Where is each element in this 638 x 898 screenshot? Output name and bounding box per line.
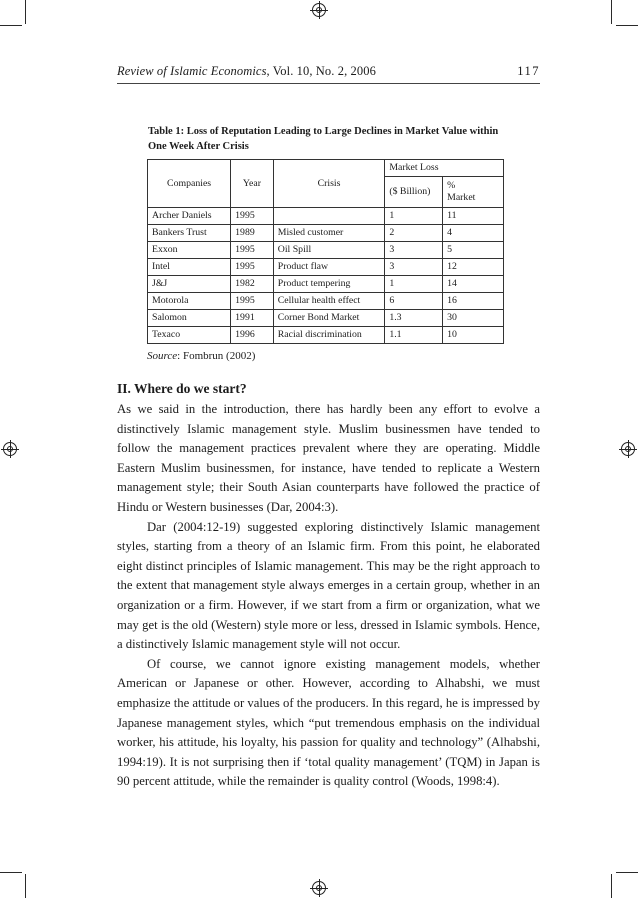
header-year: Year [231, 160, 274, 208]
crop-mark-br-h [616, 872, 638, 873]
crop-mark-br-v [611, 874, 612, 898]
table-row [148, 327, 504, 344]
cell-crisis: Corner Bond Market [273, 310, 385, 327]
header-percent-label: Market [447, 192, 476, 203]
cell-year: 1991 [231, 310, 274, 327]
table-source [147, 350, 255, 362]
cell-year: 1989 [231, 225, 274, 242]
cell-percent: 10 [443, 327, 504, 344]
cell-billion: 1.3 [385, 310, 443, 327]
registration-mark-right [621, 442, 635, 456]
running-head [117, 64, 540, 79]
header-billion: ($ Billion) [385, 177, 443, 208]
cell-billion: 3 [385, 259, 443, 276]
market-loss-table [147, 159, 504, 344]
crop-mark-tr-h [616, 25, 638, 26]
cell-percent: 5 [443, 242, 504, 259]
cell-year: 1995 [231, 242, 274, 259]
table-caption-line1: Table 1: Loss of Reputation Leading to Large Declines in Market Value within [148, 126, 499, 137]
cell-company: Archer Daniels [148, 208, 231, 225]
journal-name: Review of Islamic Economics [117, 64, 267, 78]
cell-percent: 4 [443, 225, 504, 242]
crop-mark-tl-v [25, 0, 26, 24]
section-heading: II. Where do we start? [117, 381, 247, 396]
cell-billion: 2 [385, 225, 443, 242]
cell-percent: 30 [443, 310, 504, 327]
table-row [148, 310, 504, 327]
body-text [117, 400, 540, 792]
table-body [148, 208, 504, 344]
cell-crisis: Misled customer [273, 225, 385, 242]
cell-billion: 3 [385, 242, 443, 259]
header-market-loss: Market Loss [385, 160, 504, 177]
cell-company: J&J [148, 276, 231, 293]
header-companies: Companies [148, 160, 231, 208]
cell-company: Exxon [148, 242, 231, 259]
cell-percent: 14 [443, 276, 504, 293]
cell-year: 1995 [231, 208, 274, 225]
table-caption [148, 124, 518, 154]
header-crisis: Crisis [273, 160, 385, 208]
header-rule [117, 83, 540, 84]
registration-mark-top [312, 3, 326, 17]
source-label: Source [147, 350, 178, 362]
cell-percent: 16 [443, 293, 504, 310]
cell-year: 1995 [231, 259, 274, 276]
paragraph: Of course, we cannot ignore existing management models, whether American or Japanese or other. However, according to Alhabshi, we must emphasize the attitude or values of the producers. In this regard, he is impressed by Japanese management styles, which “put tremendous emphasis on the individual worker, his attitude, his loyalty, his passion for quality and technology” (Alhabshi, 1994:19). It is not surprising then if ‘total quality management’ (TQM) in Japan is 90 percent attitude, while the remainder is quality control (Woods, 1998:4). [117, 656, 540, 789]
cell-company: Intel [148, 259, 231, 276]
cell-crisis: Oil Spill [273, 242, 385, 259]
cell-billion: 1 [385, 208, 443, 225]
cell-crisis [273, 208, 385, 225]
cell-company: Texaco [148, 327, 231, 344]
cell-crisis: Racial discrimination [273, 327, 385, 344]
table-caption-line2: One Week After Crisis [148, 141, 249, 152]
page-number: 117 [517, 64, 540, 78]
crop-mark-bl-h [0, 872, 22, 873]
journal-issue: , Vol. 10, No. 2, 2006 [266, 64, 376, 78]
header-percent [443, 177, 504, 208]
cell-year: 1982 [231, 276, 274, 293]
cell-year: 1996 [231, 327, 274, 344]
table-row [148, 208, 504, 225]
registration-mark-left [3, 442, 17, 456]
cell-crisis: Product tempering [273, 276, 385, 293]
table-row [148, 293, 504, 310]
cell-billion: 6 [385, 293, 443, 310]
cell-crisis: Cellular health effect [273, 293, 385, 310]
cell-company: Bankers Trust [148, 225, 231, 242]
table-row [148, 242, 504, 259]
cell-percent: 11 [443, 208, 504, 225]
source-text: : Fombrun (2002) [177, 350, 256, 362]
crop-mark-bl-v [25, 874, 26, 898]
cell-billion: 1.1 [385, 327, 443, 344]
crop-mark-tr-v [611, 0, 612, 24]
table-row [148, 259, 504, 276]
cell-crisis: Product flaw [273, 259, 385, 276]
cell-percent: 12 [443, 259, 504, 276]
header-percent-symbol: % [447, 180, 456, 191]
cell-billion: 1 [385, 276, 443, 293]
cell-company: Motorola [148, 293, 231, 310]
table-row [148, 276, 504, 293]
paragraph: Dar (2004:12-19) suggested exploring distinctively Islamic management styles, starting from a theory of an Islamic firm. From this point, he elaborated eight distinct principles of Islamic management. This may be the right approach to the extent that management style always emerges in a certain group, whether in an organization or a firm. However, if we start from a firm or organization, what we may get is the old (Western) style more or less, dressed in Islamic symbols. Hence, a distinctively Islamic management style will not occur. [117, 519, 540, 652]
paragraph: As we said in the introduction, there has hardly been any effort to evolve a distinctively Islamic management style. Muslim businessmen have tended to follow the management practices prevalent where they are operating. Middle Eastern Muslim businessmen, for instance, have tended to replicate a Western management style; their South Asian counterparts have followed the practice of Hindu or Western businesses (Dar, 2004:3). [117, 402, 540, 514]
registration-mark-bottom [312, 881, 326, 895]
cell-company: Salomon [148, 310, 231, 327]
cell-year: 1995 [231, 293, 274, 310]
crop-mark-tl-h [0, 25, 22, 26]
table-row [148, 225, 504, 242]
